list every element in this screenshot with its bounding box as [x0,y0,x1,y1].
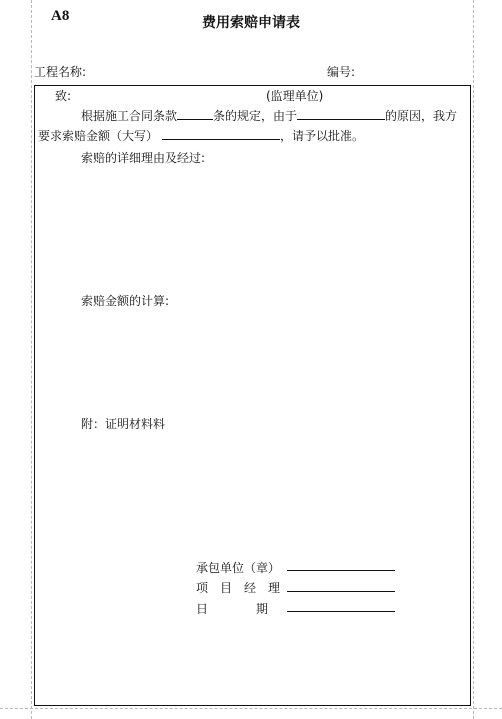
claim-statement-line-2 [38,127,364,144]
clause-blank[interactable] [177,108,213,120]
project-manager-label: 项 目 经 理 [196,581,281,595]
body-text-1: 根据施工合同条款 [81,109,178,123]
body-text-4: 要求索赔金额（大写） [38,129,159,143]
page-guide-bottom [0,708,502,709]
amount-calc-label: 索赔金额的计算: [81,294,170,308]
reason-label: 索赔的详细理由及经过: [81,151,206,165]
project-manager-signature-line[interactable] [287,591,395,592]
form-code: A8 [51,8,70,24]
claim-statement-line-1 [81,107,457,124]
date-line[interactable] [287,611,395,612]
page-guide-right [473,0,474,719]
contractor-signature-line[interactable] [287,570,395,571]
date-label: 日 期 [196,602,269,616]
body-text-3: 的原因，我方 [385,109,458,123]
amount-blank[interactable] [162,128,280,140]
project-name-label: 工程名称: [34,65,87,79]
number-label: 编号: [327,65,356,79]
page-title: 费用索赔申请表 [202,15,300,31]
page-guide-left [31,0,32,719]
body-text-2: 条的规定，由于 [213,109,298,123]
body-text-5: ，请予以批准。 [280,129,365,143]
form-box [34,85,471,706]
reason-blank[interactable] [297,108,385,120]
attachment-label: 附：证明材料料 [81,417,166,431]
contractor-label: 承包单位（章） [196,561,281,575]
to-label: 致: [55,89,72,103]
supervisor-unit-label: (监理单位) [266,89,324,103]
